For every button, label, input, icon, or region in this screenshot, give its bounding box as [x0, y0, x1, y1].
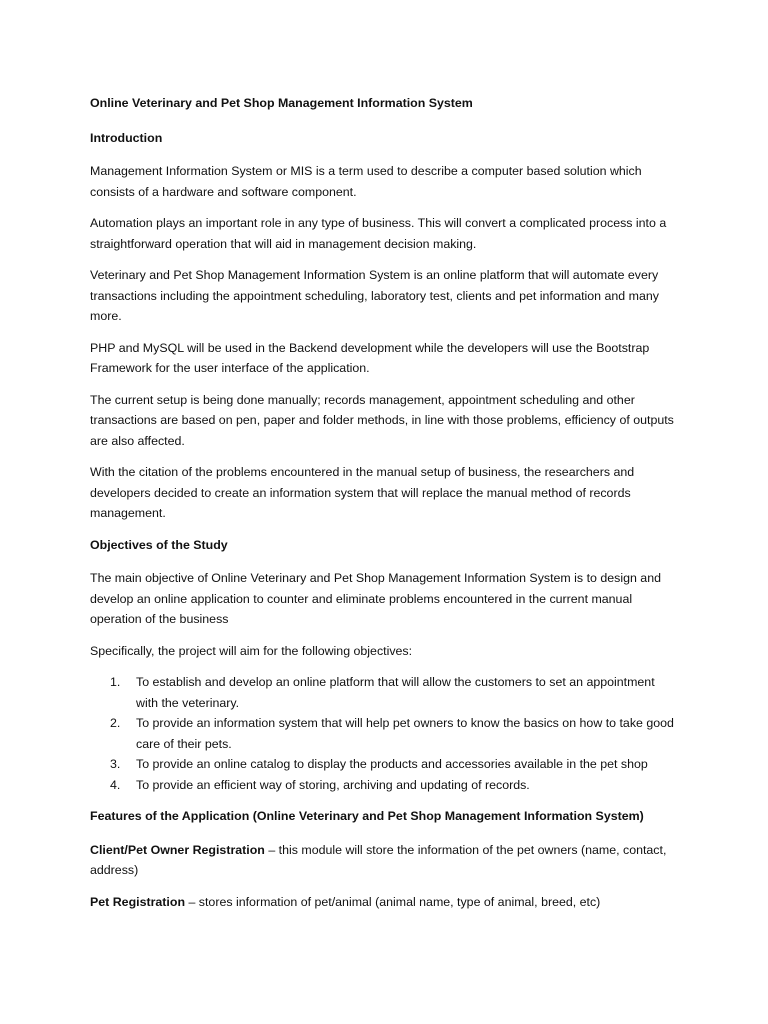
objectives-paragraph-1: The main objective of Online Veterinary and Pet Shop Management Information System is to design and develop an online application to counter and eliminate problems encountered in the current manual operation of the business [90, 571, 661, 626]
objective-item [90, 713, 680, 754]
objective-text: To establish and develop an online platform that will allow the customers to set an appointment with the veterinary. [136, 675, 655, 710]
feature-name: Client/Pet Owner Registration [90, 842, 265, 857]
document-title: Online Veterinary and Pet Shop Management Information System [90, 96, 473, 110]
intro-paragraph-3: Veterinary and Pet Shop Management Information System is an online platform that will automate every transactions including the appointment scheduling, laboratory test, clients and pet information and many more. [90, 268, 659, 323]
objectives-paragraph-2: Specifically, the project will aim for the following objectives: [90, 643, 413, 658]
feature-name: Pet Registration [90, 894, 186, 909]
objectives-heading: Objectives of the Study [90, 537, 228, 552]
features-heading: Features of the Application (Online Veterinary and Pet Shop Management Information System) [90, 809, 644, 823]
feature-description: – this module will store the information of the pet owners (name, contact, address) [90, 842, 667, 877]
feature-description: – stores information of pet/animal (animal name, type of animal, breed, etc) [185, 894, 601, 909]
objective-number: 4. [110, 777, 121, 792]
objective-item [90, 775, 680, 796]
objective-item [90, 754, 680, 775]
feature-pet-registration [90, 892, 680, 913]
objective-text: To provide an efficient way of storing, archiving and updating of records. [136, 777, 530, 792]
feature-client-registration [90, 840, 680, 881]
intro-paragraph-5: The current setup is being done manually; records management, appointment scheduling and other transactions are based on pen, paper and folder methods, in line with those problems, efficiency of outputs are also affected. [90, 392, 674, 448]
intro-paragraph-6: With the citation of the problems encountered in the manual setup of business, the researchers and developers decided to create an information system that will replace the manual method of records management. [90, 465, 635, 520]
objectives-list [90, 672, 680, 795]
objective-text: To provide an online catalog to display the products and accessories available in the pet shop [136, 757, 648, 771]
introduction-heading: Introduction [90, 130, 163, 145]
document-page [90, 93, 680, 923]
objective-item [90, 672, 680, 713]
intro-paragraph-4: PHP and MySQL will be used in the Backend development while the developers will use the Bootstrap Framework for the user interface of the application. [90, 340, 650, 375]
intro-paragraph-2: Automation plays an important role in any type of business. This will convert a complicated process into a straightforward operation that will aid in management decision making. [90, 216, 667, 251]
intro-paragraph-1: Management Information System or MIS is a term used to describe a computer based solution which consists of a hardware and software component. [90, 164, 642, 199]
objective-text: To provide an information system that will help pet owners to know the basics on how to take good care of their pets. [136, 716, 674, 751]
objective-number: 1. [110, 675, 121, 689]
objective-number: 2. [110, 716, 121, 730]
objective-number: 3. [110, 757, 121, 771]
